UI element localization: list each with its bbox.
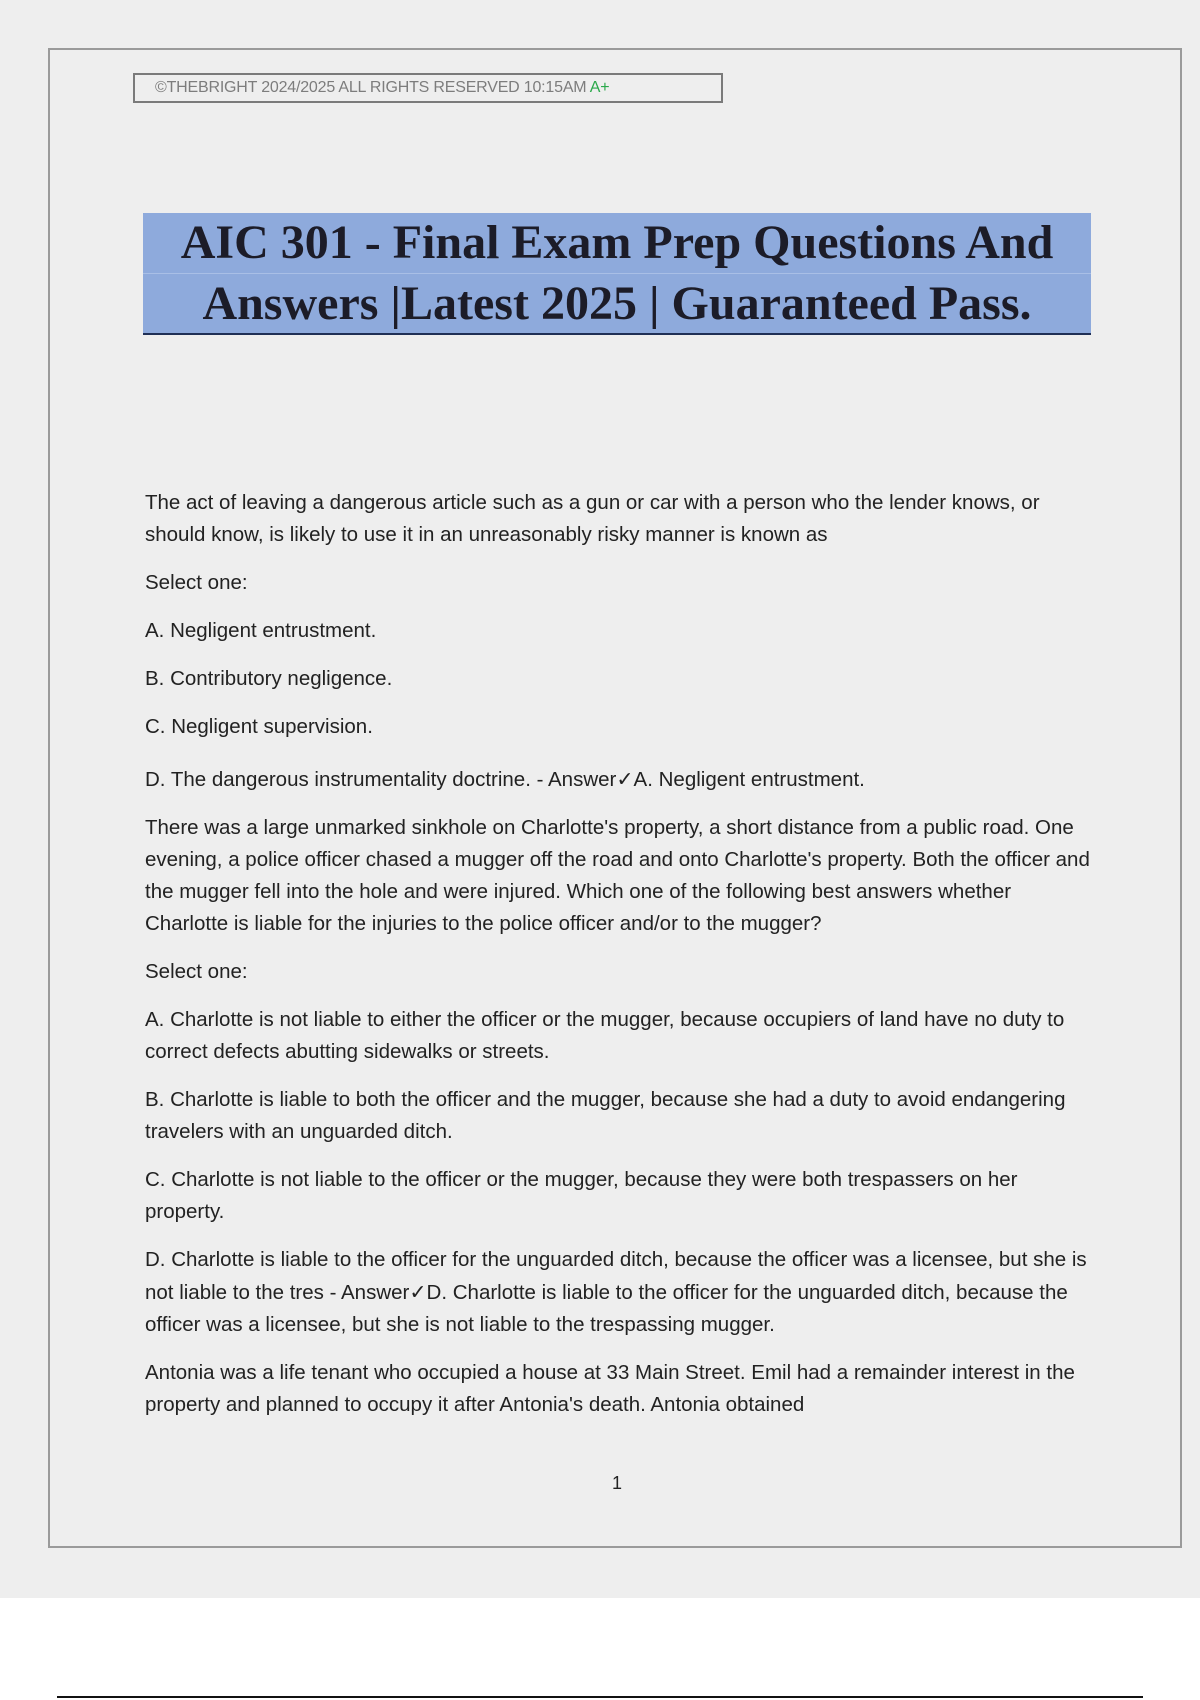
question-2-option-b: B. Charlotte is liable to both the officer and the mugger, because she had a duty to avoid endangering travelers with an unguarded ditch. [145, 1088, 1066, 1143]
page-number: 1 [611, 1473, 622, 1493]
question-1-option-d: D. The dangerous instrumentality doctrine. - Answer [145, 768, 617, 791]
question-2-option-c: C. Charlotte is not liable to the officer or the mugger, because they were both trespassers on her property. [145, 1168, 1018, 1223]
question-2-prompt: Select one: [145, 960, 248, 983]
question-2-option-d: D. Charlotte is liable to the officer for the unguarded ditch, because the officer was a licensee, but she is not liable to the tres - Answer [145, 1248, 1087, 1304]
bottom-divider [57, 1696, 1143, 1698]
document-title [143, 213, 1091, 335]
question-1-option-d-line [145, 763, 1090, 796]
question-2-stem: There was a large unmarked sinkhole on Charlotte's property, a short distance from a public road. One evening, a police officer chased a mugger off the road and onto Charlotte's property. Both the officer and the mugger fell into the hole and were injured. Which one of the following best answers whether Charlotte is liable for the injuries to the police officer and/or to the mugger? [145, 816, 1090, 935]
question-1-prompt: Select one: [145, 571, 248, 594]
question-1-option-a: A. Negligent entrustment. [145, 619, 377, 642]
question-1-option-c: C. Negligent supervision. [145, 715, 373, 738]
copyright-header [133, 73, 723, 103]
question-2-option-a: A. Charlotte is not liable to either the officer or the mugger, because occupiers of land have no duty to correct defects abutting sidewalks or streets. [145, 1008, 1065, 1063]
title-line-2: Answers |Latest 2025 | Guaranteed Pass. [143, 273, 1091, 334]
question-2-answer: D. Charlotte is liable to the officer for the unguarded ditch, because the officer was a licensee, but she is not liable to the trespassing mugger. [145, 1281, 1068, 1336]
title-line-1: AIC 301 - Final Exam Prep Questions And [180, 216, 1054, 269]
checkmark-icon: ✓ [409, 1280, 427, 1304]
question-1-answer: A. Negligent entrustment. [633, 768, 865, 791]
question-1-stem: The act of leaving a dangerous article such as a gun or car with a person who the lender knows, or should know, is likely to use it in an unreasonably risky manner is known as [145, 491, 1040, 546]
grade-badge: A+ [589, 79, 610, 96]
document-body [145, 487, 1090, 1437]
question-2-option-d-line [145, 1244, 1090, 1341]
copyright-text: ©THEBRIGHT 2024/2025 ALL RIGHTS RESERVED 10:15AM [155, 79, 587, 96]
question-1-option-b: B. Contributory negligence. [145, 667, 393, 690]
checkmark-icon: ✓ [616, 767, 634, 791]
question-3-stem: Antonia was a life tenant who occupied a house at 33 Main Street. Emil had a remainder interest in the property and planned to occupy it after Antonia's death. Antonia obtained [145, 1361, 1075, 1416]
